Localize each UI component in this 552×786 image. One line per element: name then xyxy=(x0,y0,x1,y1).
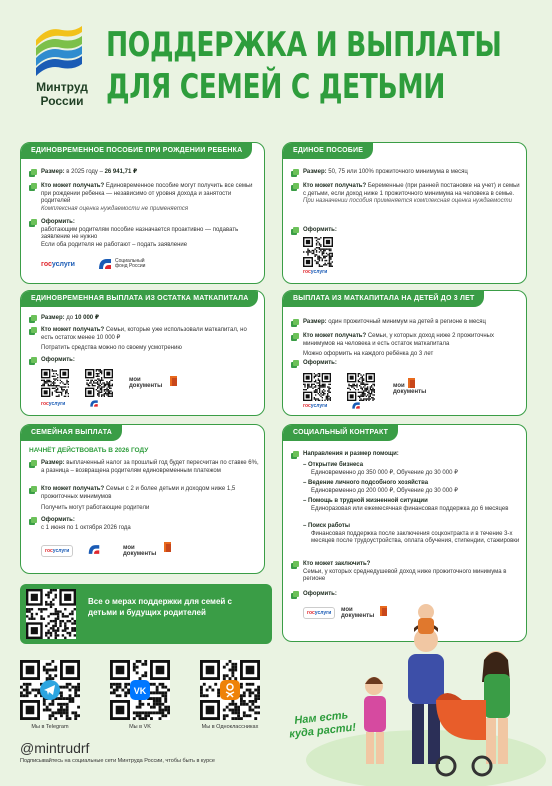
direction-item: – Ведение личного подсобного хозяйства Единовременно до 200 000 ₽, Обучение до 30 000 ₽ xyxy=(303,480,458,494)
gosuslugi-logo: госуслуги xyxy=(41,401,66,407)
size-row: Размер: в 2025 году – 26 941,71 ₽ xyxy=(41,169,138,175)
people-icon xyxy=(29,486,37,494)
svg-text:VK: VK xyxy=(133,686,147,696)
people-icon xyxy=(291,561,299,569)
size-row: Размер: до 10 000 ₽ xyxy=(41,315,99,321)
family-illustration xyxy=(286,590,546,786)
gosuslugi-logo: госуслуги xyxy=(303,607,335,619)
people-icon xyxy=(29,183,37,191)
card-title: ВЫПЛАТА ИЗ МАТКАПИТАЛА НА ДЕТЕЙ ДО 3 ЛЕТ xyxy=(283,291,484,307)
banner-text: Все о мерах поддержки для семей с детьми и будущих родителей xyxy=(88,597,232,617)
my-documents-logo: мои документы xyxy=(341,607,375,619)
my-documents-logo: мои документы xyxy=(123,545,157,557)
size-row: Размер: выплаченный налог за прошлый год будет пересчитан по ставке 6%, а разница – возвращена родителям единовременным платежом xyxy=(41,460,259,474)
who-row: Кто может получать? Семьи, у которых доход ниже 2 прожиточных минимумов на человека и есть остаток маткапитала xyxy=(303,333,494,347)
extra-row: Потратить средства можно по своему усмотрению xyxy=(41,345,182,351)
social-handle[interactable]: @mintrudrf xyxy=(20,740,90,756)
gosuslugi-logo: госуслуги xyxy=(303,269,328,275)
mintrud-logo-icon xyxy=(30,22,88,80)
vk-label: Мы в VK xyxy=(129,724,151,730)
card-unified-allowance xyxy=(282,142,527,284)
telegram-label: Мы в Telegram xyxy=(31,724,69,730)
who-row: Кто может получать? Семьи, которые уже использовали маткапитал, но есть остаток менее 10 000 ₽ xyxy=(41,327,247,341)
gosuslugi-logo: госуслуги xyxy=(41,545,73,557)
size-row: Размер: один прожиточный минимум на детей в регионе в месяц xyxy=(303,319,486,325)
card-birth-allowance xyxy=(20,142,265,284)
document-icon xyxy=(29,517,37,525)
apply-row: Оформить: xyxy=(303,360,337,366)
my-documents-icon xyxy=(163,541,173,553)
qr-code[interactable] xyxy=(347,373,375,401)
apply-row: Оформить: работающим родителям пособие назначается проактивно — подавать заявление не нужно Если оба родителя не работают – подать заявление xyxy=(41,219,239,248)
extra-row: Можно оформить на каждого ребёнка до 3 лет xyxy=(303,351,434,357)
sfr-logo-icon xyxy=(87,543,101,556)
document-icon xyxy=(291,227,299,235)
coins-icon xyxy=(291,451,299,459)
apply-row: Оформить: xyxy=(41,357,75,363)
my-documents-logo: мои документы xyxy=(393,383,427,395)
size-row: Размер: 50, 75 или 100% прожиточного минимума в месяц xyxy=(303,169,468,175)
coins-icon xyxy=(29,169,37,177)
direction-item: – Открытие бизнеса Единовременно до 350 000 ₽, Обучение до 30 000 ₽ xyxy=(303,462,458,476)
card-title: СОЦИАЛЬНЫЙ КОНТРАКТ xyxy=(283,425,398,441)
card-title: ЕДИНОВРЕМЕННОЕ ПОСОБИЕ ПРИ РОЖДЕНИИ РЕБЕНКА xyxy=(21,143,252,159)
my-documents-icon xyxy=(169,375,179,387)
direction-item: – Поиск работы Финансовая поддержка после заключения соцконтракта и в течение 3-х месяцев после трудоустройства, оплата обучения, стипендии, стажировки xyxy=(303,523,520,544)
document-icon xyxy=(29,357,37,365)
apply-row: Оформить: с 1 июня по 1 октября 2026 года xyxy=(41,517,131,531)
card-matcap-remainder xyxy=(20,290,265,416)
qr-code[interactable] xyxy=(26,589,76,639)
card-title: ЕДИНОВРЕМЕННАЯ ВЫПЛАТА ИЗ ОСТАТКА МАТКАПИТАЛА xyxy=(21,291,258,307)
people-icon xyxy=(29,327,37,335)
apply-row: Оформить: xyxy=(303,227,337,233)
gosuslugi-logo: госуслуги xyxy=(303,403,328,409)
card-subtitle: НАЧНЁТ ДЕЙСТВОВАТЬ В 2026 ГОДУ xyxy=(29,447,149,454)
card-title: ЕДИНОЕ ПОСОБИЕ xyxy=(283,143,373,159)
qr-code[interactable] xyxy=(41,369,69,397)
vk-icon xyxy=(130,680,150,700)
my-documents-logo: мои документы xyxy=(129,377,163,389)
qr-code[interactable] xyxy=(303,237,333,267)
card-title: СЕМЕЙНАЯ ВЫПЛАТА xyxy=(21,425,122,441)
who-row: Кто может получать? Семьи с 2 и более детьми и доходом ниже 1,5 прожиточных минимумов xyxy=(41,486,236,500)
sfr-logo-text: Социальный фонд России xyxy=(115,258,146,269)
qr-code[interactable] xyxy=(85,369,113,397)
coins-icon xyxy=(29,315,37,323)
people-icon xyxy=(291,333,299,341)
slogan: Нам есть куда расти! xyxy=(288,709,357,741)
page-title: ПОДДЕРЖКА И ВЫПЛАТЫ ДЛЯ СЕМЕЙ С ДЕТЬМИ xyxy=(106,25,502,107)
directions-label: Направления и размер помощи: xyxy=(303,451,399,457)
apply-row: Оформить: xyxy=(303,591,337,597)
document-icon xyxy=(29,219,37,227)
extra-row: Получить могут работающие родители xyxy=(41,505,150,511)
page-header xyxy=(0,0,552,130)
coins-icon xyxy=(291,319,299,327)
document-icon xyxy=(291,360,299,368)
who-row: Кто может получать? Единовременное пособие могут получить все семьи при рождении ребенка — независимо от уровня дохода и занятости родителей Комплексная оценка нуждаемости не применяется xyxy=(41,183,253,212)
qr-code[interactable] xyxy=(303,373,331,401)
who-row: Кто может заключить? Семьи, у которых среднедушевой доход ниже прожиточного минимума в регионе xyxy=(303,561,507,582)
org-name: Минтруд России xyxy=(36,80,88,108)
card-matcap-under3 xyxy=(282,290,527,416)
who-row: Кто может получать? Беременные (при ранней постановке на учет) и семьи с детьми, если доход ниже 1 прожиточного минимума на человека в семье. При назначении пособия применяется комплексная оценка нуждаемости xyxy=(303,183,520,204)
ok-icon xyxy=(220,680,240,700)
footer-text: Подписывайтесь на социальные сети Минтруда России, чтобы быть в курсе xyxy=(20,758,215,764)
coins-icon xyxy=(291,169,299,177)
gosuslugi-logo: госуслуги xyxy=(41,261,75,268)
my-documents-icon xyxy=(407,377,417,389)
sfr-logo-icon xyxy=(89,399,99,408)
telegram-icon xyxy=(40,680,60,700)
sfr-logo-icon xyxy=(97,257,113,271)
coins-icon xyxy=(29,460,37,468)
card-family-payment xyxy=(20,424,265,574)
direction-item: – Помощь в трудной жизненной ситуации Единоразовая или ежемесячная финансовая поддержка до 6 месяцев xyxy=(303,498,509,512)
ok-label: Мы в Одноклассниках xyxy=(201,724,259,730)
sfr-logo-icon xyxy=(351,401,361,410)
people-icon xyxy=(291,183,299,191)
